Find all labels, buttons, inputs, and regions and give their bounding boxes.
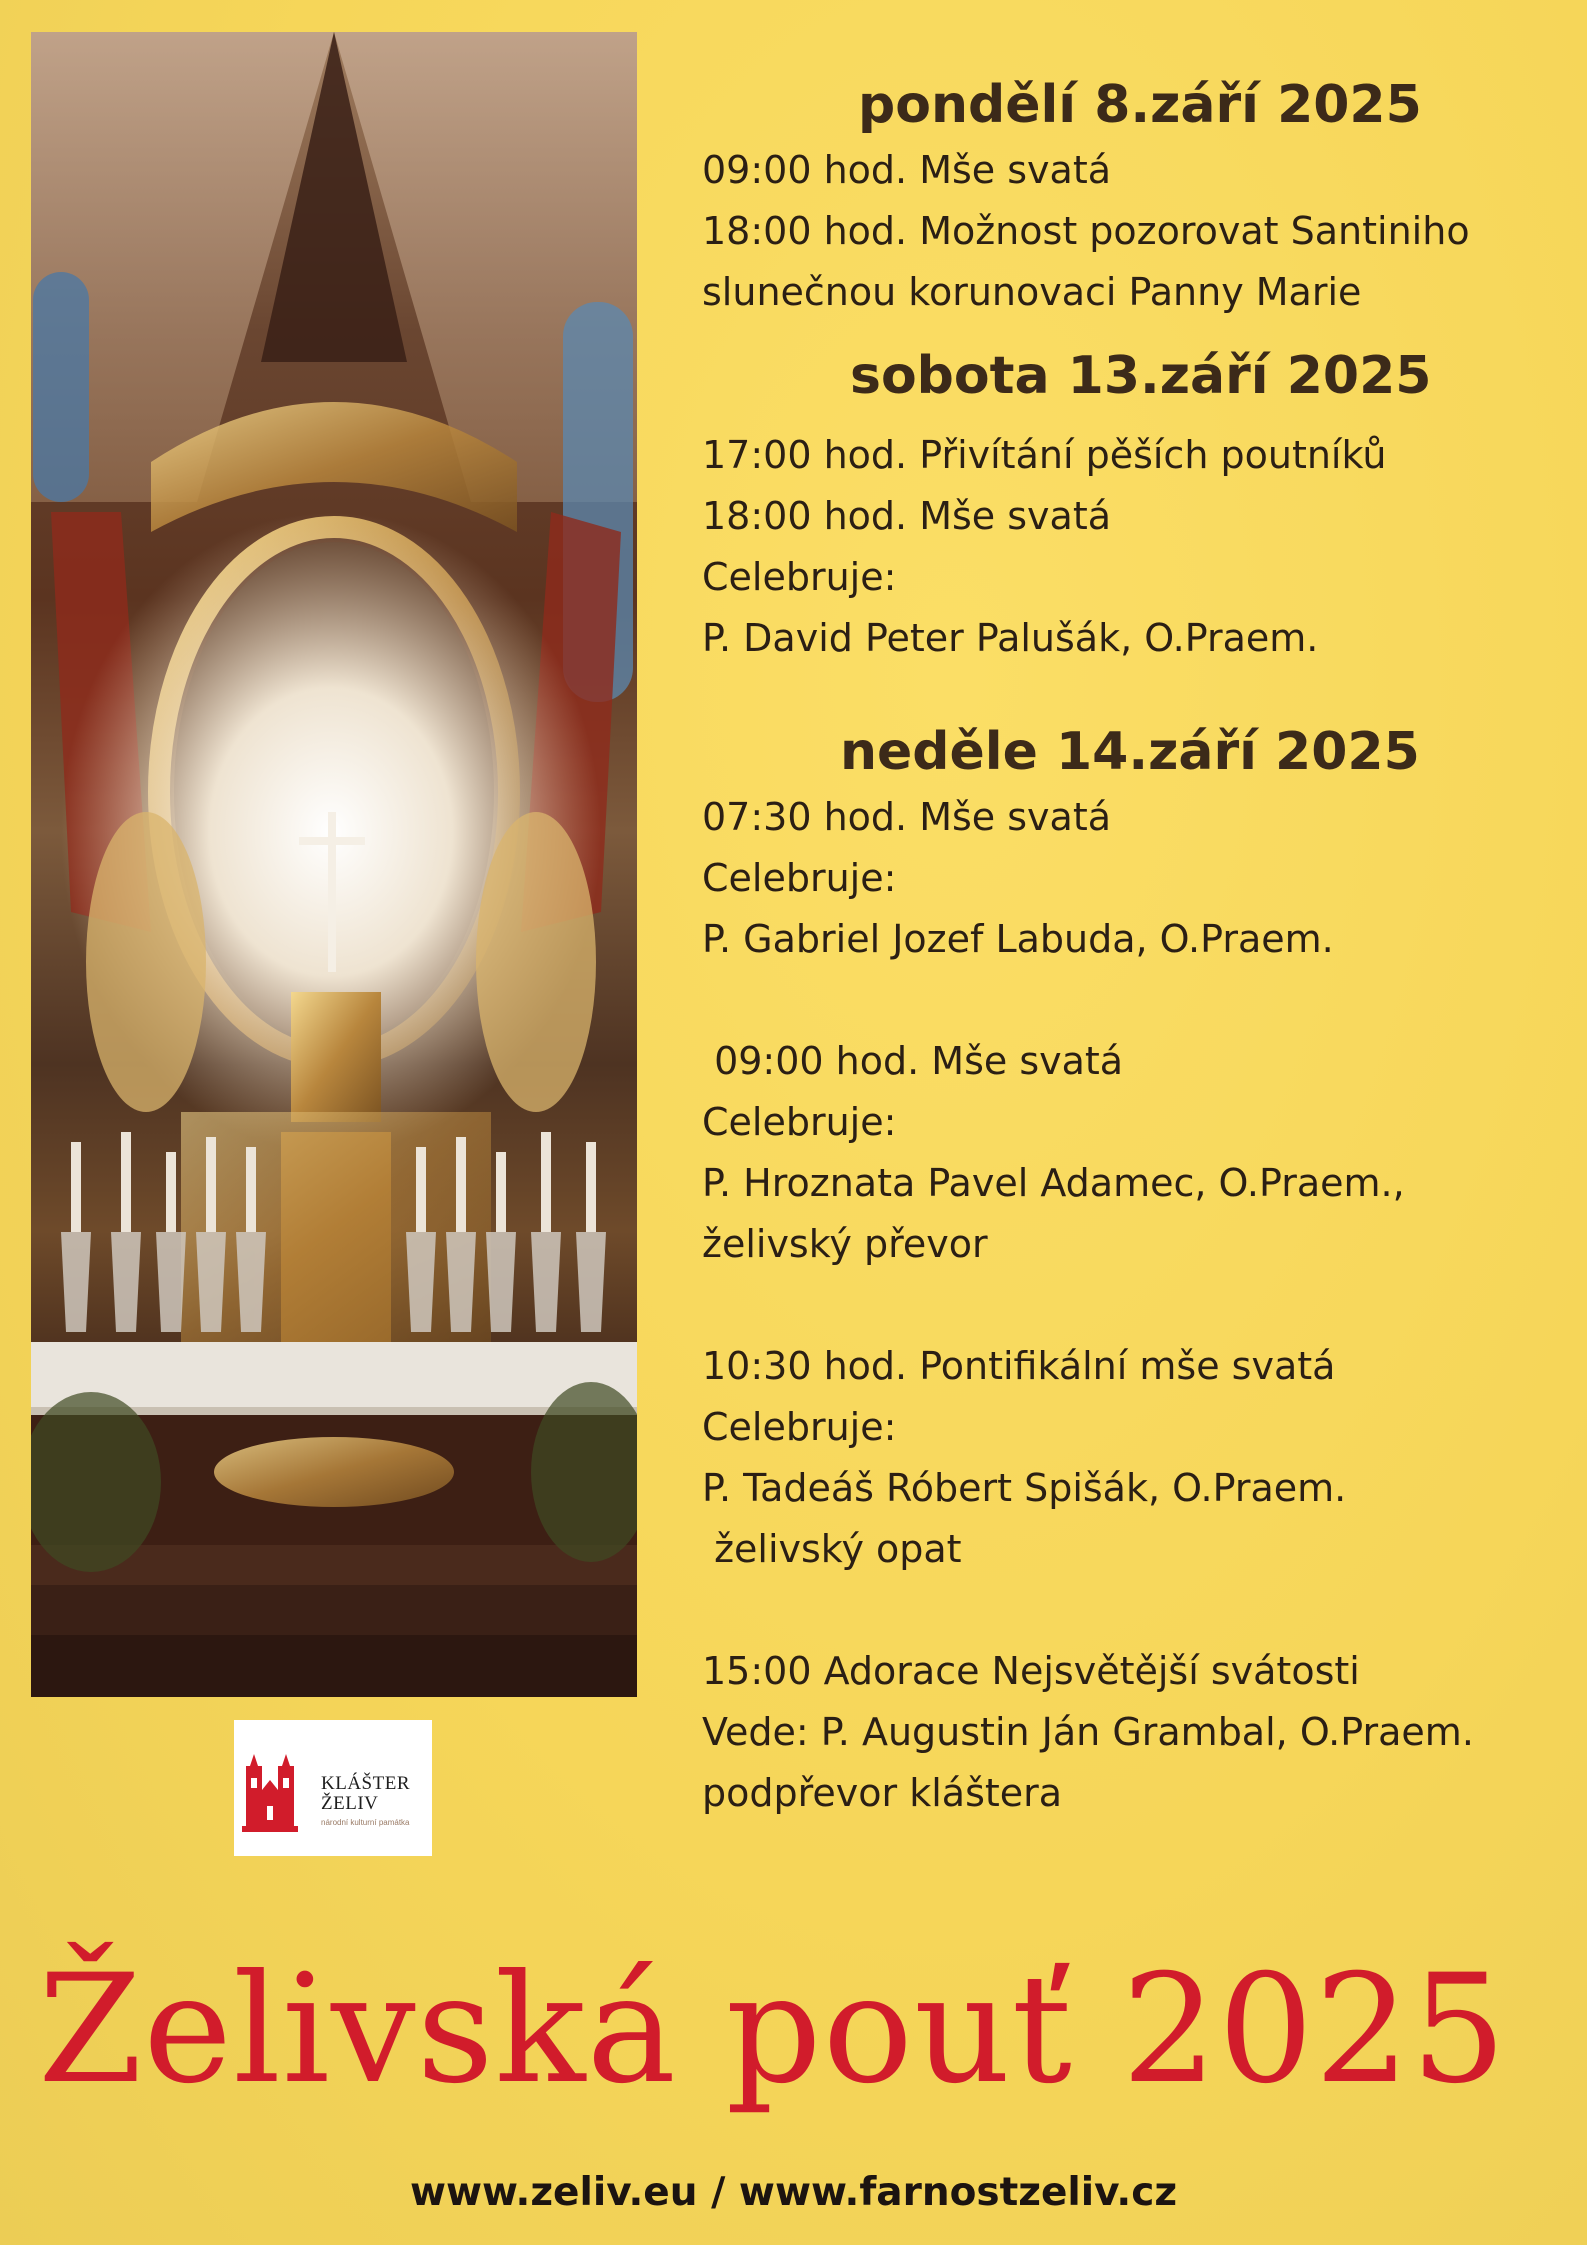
schedule-line: Celebruje: [702, 1405, 897, 1449]
schedule-line: želivský opat [702, 1527, 962, 1571]
schedule-line: P. Gabriel Jozef Labuda, O.Praem. [702, 917, 1334, 961]
day-heading-saturday: sobota 13.září 2025 [850, 346, 1432, 406]
schedule-line: 07:30 hod. Mše svatá [702, 795, 1112, 839]
logo-text-zeliv: ŽELIV [321, 1793, 379, 1814]
schedule-line: P. Tadeáš Róbert Spišák, O.Praem. [702, 1466, 1347, 1510]
schedule-line: 09:00 hod. Mše svatá [702, 148, 1112, 192]
schedule-line: 10:30 hod. Pontifikální mše svatá [702, 1344, 1336, 1388]
schedule-line: 15:00 Adorace Nejsvětější svátosti [702, 1649, 1360, 1693]
altar-illustration [31, 32, 637, 1697]
schedule-line: slunečnou korunovaci Panny Marie [702, 270, 1362, 314]
logo-subtitle: národní kulturní památka [321, 1818, 410, 1827]
footer-websites: www.zeliv.eu / www.farnostzeliv.cz [409, 2170, 1178, 2215]
day-heading-sunday: neděle 14.září 2025 [840, 722, 1420, 782]
schedule-line: podpřevor kláštera [702, 1771, 1063, 1815]
schedule [702, 70, 1562, 1824]
day-heading-monday: pondělí 8.září 2025 [858, 75, 1422, 135]
schedule-line: 09:00 hod. Mše svatá [702, 1039, 1124, 1083]
poster-title: Želivská pouť 2025 [38, 1943, 1508, 2117]
schedule-line: Celebruje: [702, 1100, 897, 1144]
schedule-line: P. David Peter Palušák, O.Praem. [702, 616, 1319, 660]
klaster-zeliv-logo [234, 1720, 432, 1856]
church-towers-icon [234, 1720, 314, 1856]
schedule-line: 18:00 hod. Možnost pozorovat Santiniho [702, 209, 1470, 253]
logo-text-klaster: KLÁŠTER [321, 1773, 410, 1794]
schedule-line: želivský převor [702, 1222, 988, 1266]
schedule-line: Celebruje: [702, 856, 897, 900]
altar-photo [31, 32, 637, 1697]
schedule-line: 18:00 hod. Mše svatá [702, 494, 1112, 538]
schedule-line: Celebruje: [702, 555, 897, 599]
schedule-line: 17:00 hod. Přivítání pěších poutníků [702, 433, 1387, 477]
schedule-line: P. Hroznata Pavel Adamec, O.Praem., [702, 1161, 1405, 1205]
schedule-line: Vede: P. Augustin Ján Grambal, O.Praem. [702, 1710, 1474, 1754]
